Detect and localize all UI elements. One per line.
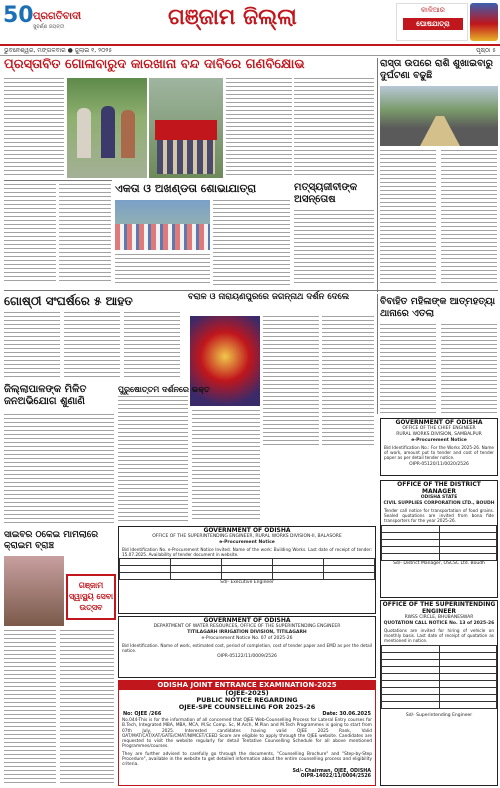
quotation-ad-rwss: [380, 600, 498, 786]
ojee-line2: PUBLIC NOTICE REGARDING: [196, 696, 298, 704]
rath-subhead: ପୁରୁଷୋତ୍ତମ ଦର୍ଶନରେ ଭକ୍ତ: [118, 384, 210, 394]
road-photo: [380, 86, 498, 146]
ad-line: OFFICE OF THE SUPERINTENDING ENGINEER, RURAL WORKS DIVISION-II, BALASORE: [152, 534, 342, 539]
rath-image: [470, 3, 498, 41]
cyber-photo: [4, 556, 64, 626]
collector-text: [4, 414, 114, 526]
health-redbox: ଗଞ୍ଜାମ ସ୍ୱାସ୍ଥ୍ୟ ସେବା ଉତ୍ସବ: [66, 574, 116, 620]
masthead-area: [0, 0, 500, 54]
tender-table: [119, 558, 375, 580]
ad-line: DEPARTMENT OF WATER RESOURCES, OFFICE OF THE SUPERINTENDING ENGINEER: [153, 624, 341, 629]
tender-ad-boudh: [380, 480, 498, 598]
quotation-table: [381, 645, 497, 709]
section-title: ଗଞ୍ଜାମ ଜିଲ୍ଲା: [168, 4, 297, 30]
ad-title: OFFICE OF THE DISTRICT MANAGER: [397, 481, 481, 495]
wife-text-col2: [441, 324, 497, 414]
ojee-banner: ODISHA JOINT ENTRANCE EXAMINATION-2025: [119, 681, 375, 690]
ojee-body-2: They are further advised to carefully go through the documents, "Counselling Brochure" and "Step-by-Step Procedure", available in the website to get detailed information about the entire counselling process and eligibility criteria.: [122, 751, 372, 768]
ojee-date: Date: 30.06.2025: [322, 711, 371, 717]
ad-title: GOVERNMENT OF ODISHA: [203, 617, 291, 624]
logo-sub: ସୁବର୍ଣ୍ଣ ଜୟନ୍ତୀ: [33, 24, 65, 30]
wife-text-col1: [380, 324, 436, 414]
fish-text: [294, 210, 374, 285]
fish-headline: ମତ୍ସ୍ୟଜୀବୀଙ୍କ ଅସନ୍ତୋଷ: [294, 182, 358, 205]
cyber-text-col1: [4, 630, 56, 784]
ad-line: e-Procurement Notice: [411, 438, 467, 443]
collector-headline: ଜିଲ୍ଲାପାଳଙ୍କ ମିଳିତ ଜନଅଭିଯୋଗ ଶୁଣାଣି: [4, 384, 87, 407]
ad-line: RURAL WORKS DIVISION, SAMBALPUR: [396, 432, 482, 437]
ojee-body: No.044-This is for the information of all concerned that OJEE Web-Counselling Process for Lateral Entry courses for B.Tech, Integrated MBA, MBA, MCA, M.Sc Comp. Sc, M.Arch, M.Plan and M.Tech Programmes is going to start from 07th July, 2025. Interested candidates having valid OJEE 2025 Rank, Valid OAT/MAT/CAT/XAT/GATE/CMAT/NIMCET/CEED Score are eligible to apply through the OJEE website. Candidates are requested to visit the website regularly for detail Tentative Counselling Schedule for all above mentioned Programmes/courses.: [122, 718, 372, 750]
lead-text-col1: [4, 78, 64, 178]
ad-footer: OIPR-05122/11/0009/2526: [217, 654, 277, 660]
clash-text-col1: [4, 312, 60, 380]
road-text-col1: [380, 150, 436, 285]
rath-headline: ବରାଳ ଓ ନାରାୟଣପୁରରେ ଜଗନ୍ନାଥ ଦର୍ଶନ ଦେଲେ: [188, 292, 350, 302]
ojee-line1: (OJEE-2025): [225, 689, 269, 697]
ad-title: OFFICE OF THE SUPERINTENDING ENGINEER: [382, 601, 496, 615]
newspaper-logo: [3, 3, 95, 43]
rath-text-col2: [322, 316, 374, 446]
ad-body: Bid Identification No. e-Procurement Notice Invited. Name of the work: Building Works. Last date of receipt of tender: 15.07.2025. Availability of tender document in website.: [122, 547, 372, 558]
clash-headline: ଗୋଷ୍ଠୀ ସଂଘର୍ଷରେ ୫ ଆହତ: [4, 294, 133, 308]
divider: [4, 290, 498, 291]
road-headline: ରାସ୍ତା ଉପରେ ରାଶି ଶୁଖାଇବାରୁ ଦୁର୍ଘଟଣା ବଢୁଛି: [380, 58, 493, 81]
clash-text-col3: [124, 312, 180, 380]
ad-body: Tender call notice for transportation of food grains. Sealed quotations are invited from bona fide transporters for the year 2025-26.: [384, 508, 494, 524]
ad-line: TITILAGARH IRRIGATION DIVISION, TITILAGARH: [187, 630, 307, 635]
divider: [4, 180, 112, 181]
ojee-notice-ad: [118, 680, 376, 786]
ad-line: RWSS CIRCLE, BHUBANESWAR: [404, 615, 474, 620]
ojee-footer: OIPR-14022/11/0004/2526: [300, 773, 371, 779]
unity-text-2: [115, 254, 210, 285]
unity-photo: [115, 200, 210, 250]
tender-ad-balasore: [118, 526, 376, 614]
ad-body: Bid Identification No.: For the Works 2025-26. Name of work, amount put to tender and cost of tender paper as per detail tender notice.: [384, 445, 494, 461]
ad-footer: OIPR-05120/11/0020/2526: [409, 461, 469, 467]
festival-top: କାଳିଆର: [421, 6, 445, 14]
festival-title: ଘୋଷଯାତ୍ରା: [403, 18, 463, 30]
ad-line: QUOTATION CALL NOTICE No. 13 of 2025-26: [383, 621, 495, 626]
festival-badge: [396, 3, 468, 41]
ojee-notice-no: No: OJEE /266: [123, 711, 162, 717]
rath-sub-text: [118, 396, 188, 521]
cyber-text-col2: [60, 630, 114, 784]
cyber-headline: ସାଇବର ଠକେଇ ମାମଲାରେ କ୍ରାଇମ ବ୍ରାଞ୍ଚ: [4, 530, 99, 551]
ad-title: GOVERNMENT OF ODISHA: [203, 527, 291, 534]
ad-line: ODISHA STATE: [420, 495, 458, 500]
column-divider: [377, 294, 378, 414]
ad-line: e-Procurement Notice No. 07 of 2025-26: [201, 636, 293, 641]
protest-photo-2: [149, 78, 223, 178]
rath-text-col1: [263, 316, 319, 446]
rath-sub-text-2: [192, 410, 260, 521]
ad-footer: Sd/- Superintending Engineer: [405, 712, 473, 718]
left-story-col2: [59, 184, 111, 284]
wife-headline: ବିବାହିତ ମହିଳାଙ୍କ ଆତ୍ମହତ୍ୟା ଥାନାରେ ଏତଲା: [380, 296, 496, 319]
lead-text-col4: [294, 78, 374, 178]
tender-ad-titilagarh: [118, 616, 376, 678]
ojee-line3: OJEE-SPE COUNSELLING FOR 2025-26: [178, 703, 316, 711]
tender-ad-sambalpur: [380, 418, 498, 476]
dateline: [0, 44, 500, 56]
unity-headline: ଏକତା ଓ ଅଖଣ୍ଡତା ଶୋଭାଯାତ୍ରା: [115, 182, 257, 195]
ad-footer: Sd/- Executive Engineer: [220, 580, 274, 586]
page-number: ପୃଷ୍ଠା ୫: [476, 47, 496, 54]
column-divider: [377, 58, 378, 292]
ad-body: Quotations are invited for hiring of vehicle on monthly basis. Last date of receipt of quotation as mentioned in notice.: [384, 628, 494, 644]
lead-text-col3: [226, 78, 292, 178]
ad-footer: Sd/- District Manager, OSCSC Ltd. Boudh: [393, 560, 485, 566]
lead-headline: ପ୍ରସ୍ତାବିତ ଗୋଳାବାରୁଦ କାରଖାନା ବନ୍ଦ ଦାବିରେ ଗଣବିକ୍ଷୋଭ: [4, 57, 305, 72]
date-text: ଭୁବନେଶ୍ୱର, ମଙ୍ଗଳବାର ● ଜୁଲାଇ ୧, ୨୦୨୫: [4, 47, 113, 54]
tender-table: [381, 525, 497, 561]
ad-title: GOVERNMENT OF ODISHA: [395, 419, 483, 426]
ad-body: Bid Identification. Name of work, estimated cost, period of completion, cost of tender paper and EMD as per the detail notice.: [122, 643, 372, 654]
logo-name: ପ୍ରଗତିବାଦୀ: [33, 11, 82, 22]
left-story-col1: [4, 184, 56, 284]
ad-line: OFFICE OF THE CHIEF ENGINEER: [402, 426, 476, 431]
protest-photo-1: [67, 78, 147, 178]
ad-line: CIVIL SUPPLIES CORPORATION LTD., BOUDH: [383, 501, 495, 506]
road-text-col2: [441, 150, 497, 285]
clash-text-col2: [64, 312, 120, 380]
logo-number: 50: [3, 3, 34, 28]
ojee-sign: Sd/- Chairman, OJEE, ODISHA: [292, 768, 371, 774]
unity-text: [213, 200, 290, 285]
ad-line: e-Procurement Notice: [219, 540, 275, 545]
